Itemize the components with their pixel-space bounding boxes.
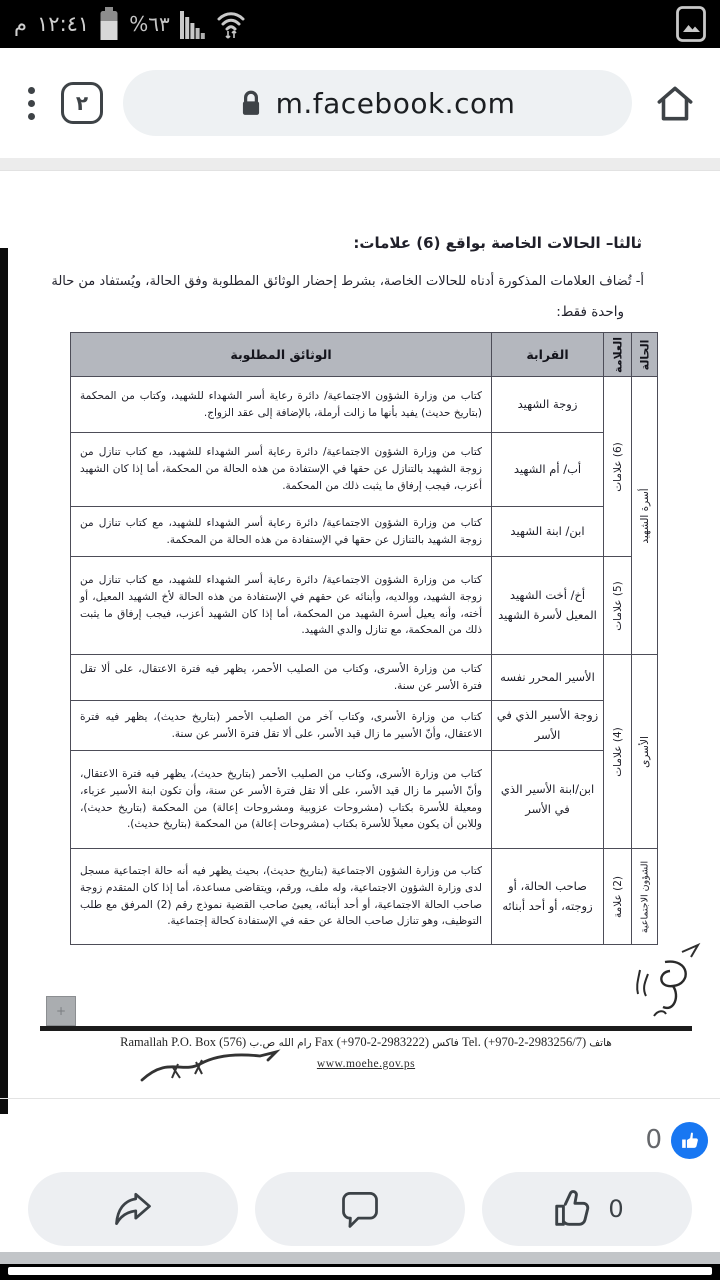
kebab-menu-icon [28, 87, 35, 94]
screenshot-icon [676, 6, 706, 42]
status-bar [0, 0, 720, 48]
doc-intro-line2: واحدة فقط: [556, 304, 624, 320]
battery-icon [99, 7, 119, 41]
signature-scribble-right [570, 942, 704, 1030]
marks-group-cell: (6) علامات [604, 377, 632, 557]
kinship-cell: صاحب الحالة، أو زوجته، أو أحد أبنائه [492, 849, 604, 945]
signature-scribble-left [138, 1038, 298, 1100]
time-period-label: م [14, 12, 28, 36]
marks-group-cell: (2) علامة [604, 849, 632, 945]
footer-tel: Tel. (+970-2-2983256/7) [461, 1035, 587, 1049]
document-table [70, 332, 658, 945]
share-icon [110, 1187, 156, 1231]
docs-cell: كتاب من وزارة الأسرى، وكتاب آخر من الصليب الأحمر (بتاريخ حديث)، يظهر فيه فترة الاعتقال، وأنّ الأسير ما زال قيد الأسر، على ألا تقل فترة الأسر عن سنة. [71, 701, 492, 751]
like-icon [550, 1186, 596, 1232]
wifi-icon [216, 8, 246, 40]
docs-cell: كتاب من وزارة الأسرى، وكتاب من الصليب الأحمر، يظهر فيه فترة الاعتقال، على ألا تقل فترة الأسر عن سنة. [71, 655, 492, 701]
doc-intro-line1: أ- تُضاف العلامات المذكورة أدناه للحالات الخاصة، بشرط إحضار الوثائق المطلوبة وفق الحالة، ويُستفاد من حالة [51, 274, 644, 289]
kinship-cell: زوجة الأسير الذي في الأسر [492, 701, 604, 751]
share-button[interactable] [28, 1172, 238, 1246]
thumbs-up-icon [679, 1130, 700, 1151]
footer-website-link: www.moehe.gov.ps [316, 1058, 416, 1070]
scan-edge-shadow [0, 248, 8, 1114]
footer-fax-ar: فاكس [432, 1037, 459, 1049]
battery-percent: %٦٣ [129, 12, 170, 36]
case-group-cell: الشؤون الاجتماعية [632, 849, 658, 945]
action-bar [0, 1172, 720, 1246]
like-badge [671, 1122, 708, 1159]
footer-pobox: Ramallah P.O. Box (576) [120, 1035, 247, 1049]
like-button[interactable] [482, 1172, 692, 1246]
marks-group-cell: (4) علامات [604, 655, 632, 849]
footer-rule [40, 1026, 692, 1031]
home-button[interactable] [652, 80, 698, 126]
post-photo[interactable] [0, 172, 720, 1115]
kinship-cell: ابن/ابنة الأسير الذي في الأسر [492, 751, 604, 849]
like-button-count: 0 [608, 1195, 624, 1223]
stamp: + [46, 996, 76, 1026]
nav-handle[interactable] [8, 1267, 712, 1275]
like-count: 0 [645, 1125, 662, 1155]
comment-icon [337, 1187, 383, 1231]
url-text: m.facebook.com [275, 86, 516, 120]
doc-heading: ثالثا– الحالات الخاصة بواقع (6) علامات: [353, 234, 642, 252]
url-bar[interactable] [123, 70, 632, 136]
browser-divider [0, 158, 720, 171]
marks-group-cell: (5) علامات [604, 557, 632, 655]
col-header-case: الحالة [632, 333, 658, 377]
docs-cell: كتاب من وزارة الشؤون الاجتماعية (بتاريخ حديث)، بحيث يظهر فيه أنه حالة اجتماعية مسجل لدى وزارة الشؤون الاجتماعية، وله ملف، ورقم، ويتقاضى مساعدة، أما إذا كان المتقدم زوجة صاحب الحالة الاجتماعية، أو أحد أبنائه، يعبئ صاحب القضية نموذج رقم (2) المرفق مع طلب التوظيف، وهو تنازل صاحب الحالة عن حقه في الإستفادة كحالة إجتماعية. [71, 849, 492, 945]
docs-cell: كتاب من وزارة الشؤون الاجتماعية/ دائرة رعاية أسر الشهداء للشهيد، مع كتاب تنازل من زوجة الشهيد، ووالديه، وأبنائه عن حقهم في الإستفادة من هذه الحالة لأخ الشهيد المعيل، أو أخته، وأنه يعيل أسرة الشهيد من المحكمة، أما إذا كان الشهيد أعزب، فيجب إرفاق ما يثبت ذلك من المحكمة، مع تنازل والدي الشهيد. [71, 557, 492, 655]
kinship-cell: زوجة الشهيد [492, 377, 604, 433]
kinship-cell: أخ/ أخت الشهيد المعيل لأسرة الشهيد [492, 557, 604, 655]
col-header-marks: العلامة [604, 333, 632, 377]
footer-tel-ar: هاتف [589, 1037, 612, 1049]
lock-icon [240, 89, 262, 117]
docs-cell: كتاب من وزارة الشؤون الاجتماعية/ دائرة رعاية أسر الشهداء للشهيد، وكتاب من المحكمة (بتاريخ حديث) يفيد بأنها ما زالت أرملة، بالإضافة إلى عقد الزواج. [71, 377, 492, 433]
docs-cell: كتاب من وزارة الأسرى، وكتاب من الصليب الأحمر (بتاريخ حديث)، يظهر فيه فترة الاعتقال، وأنّ الأسير ما زال قيد الأسر، على ألا تقل فترة الأسر عن سنة، وأن تكون ابنة الأسير عزباء، ومعيلة للأسرة بكتاب (مشروحات عزوبية ومشروحات إعالة) من المحكمة (بتاريخ حديث)، وللابن أن يكون معيلاً للأسرة بكتاب (مشروحات إعالة) من المحكمة (بتاريخ حديث). [71, 751, 492, 849]
col-header-kinship: القرابة [492, 333, 604, 377]
tab-switcher-button[interactable] [61, 82, 103, 124]
footer-fax: Fax (+970-2-2983222) [314, 1035, 430, 1049]
time-label: ١٢:٤١ [37, 12, 90, 36]
photo-bottom-edge [0, 1098, 720, 1099]
bottom-gray-bar [0, 1252, 720, 1264]
comment-button[interactable] [255, 1172, 465, 1246]
kinship-cell: أب/ أم الشهيد [492, 433, 604, 507]
col-header-docs: الوثائق المطلوبة [71, 333, 492, 377]
signal-bars-icon [180, 9, 206, 39]
case-group-cell: الأسرى [632, 655, 658, 849]
bottom-black-bar [0, 1264, 720, 1280]
footer-pobox-ar: رام الله ص.ب [249, 1037, 312, 1049]
browser-bar [0, 48, 720, 158]
reactions-row[interactable] [645, 1118, 708, 1162]
tab-count: ٢ [75, 91, 89, 115]
docs-cell: كتاب من وزارة الشؤون الاجتماعية/ دائرة رعاية أسر الشهداء للشهيد، مع كتاب تنازل من زوجة الشهيد بالتنازل عن حقها في الإستفادة من هذه الحالة من المحكمة، أما إذا كان الشهيد أعزب، فيجب إرفاق ما يثبت ذلك من المحكمة. [71, 433, 492, 507]
kinship-cell: الأسير المحرر نفسه [492, 655, 604, 701]
case-group-cell: أسرة الشهيد [632, 377, 658, 655]
kinship-cell: ابن/ ابنة الشهيد [492, 507, 604, 557]
docs-cell: كتاب من وزارة الشؤون الاجتماعية/ دائرة رعاية أسر الشهداء للشهيد، مع كتاب تنازل من زوجة الشهيد بالتنازل عن حقها في الإستفادة من هذه الحالة من المحكمة. [71, 507, 492, 557]
menu-button[interactable] [22, 81, 41, 126]
